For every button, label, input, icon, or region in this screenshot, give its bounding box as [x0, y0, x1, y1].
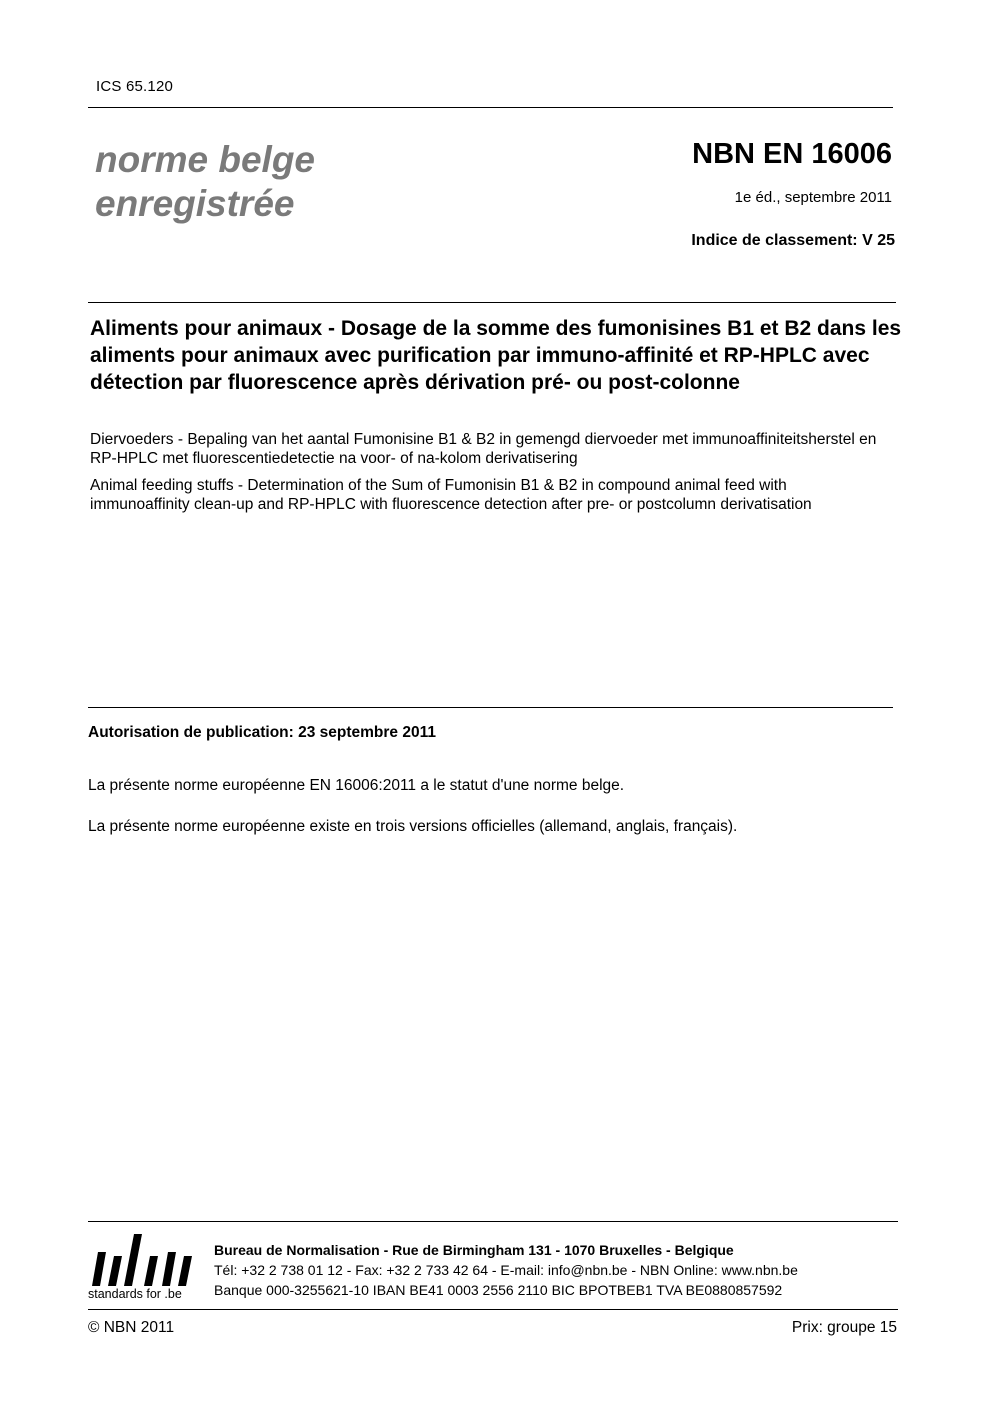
versions-statement: La présente norme européenne existe en trois versions officielles (allemand, anglais, français).	[88, 818, 738, 835]
edition-date: 1e éd., septembre 2011	[734, 189, 892, 206]
publication-authorisation: Autorisation de publication: 23 septembre 2011	[88, 724, 436, 741]
brand-line-2: enregistrée	[95, 183, 295, 224]
title-bottom-rule	[88, 707, 893, 708]
footer-bottom-rule	[88, 1309, 898, 1310]
copyright: © NBN 2011	[88, 1319, 175, 1336]
header-rule	[88, 107, 893, 108]
logo-tagline: standards for .be	[88, 1287, 182, 1301]
title-english: Animal feeding stuffs - Determination of the Sum of Fumonisin B1 & B2 in compound animal feed with immunoaffinity clean-up and RP-HPLC with fluorescence detection after pre- or postcolumn derivatisation	[90, 477, 812, 513]
ics-code: ICS 65.120	[96, 78, 174, 95]
footer-address: Bureau de Normalisation - Rue de Birmingham 131 - 1070 Bruxelles - Belgique	[214, 1242, 734, 1258]
brand-line-1: norme belge	[95, 139, 315, 180]
footer-bank: Banque 000-3255621-10 IBAN BE41 0003 2556 2110 BIC BPOTBEB1 TVA BE0880857592	[214, 1282, 783, 1298]
classification-index: Indice de classement: V 25	[691, 232, 895, 249]
brand-wordmark	[95, 138, 455, 226]
title-french: Aliments pour animaux - Dosage de la somme des fumonisines B1 et B2 dans les aliments pour animaux avec purification par immuno-affinité et RP-HPLC avec détection par fluorescence après dérivation pré- ou post-colonne	[90, 317, 902, 394]
status-statement: La présente norme européenne EN 16006:2011 a le statut d'une norme belge.	[88, 777, 625, 794]
footer-contact-block	[214, 1240, 798, 1300]
footer-contact: Tél: +32 2 738 01 12 - Fax: +32 2 733 42 64 - E-mail: info@nbn.be - NBN Online: www.nbn.be	[214, 1262, 798, 1278]
price-group: Prix: groupe 15	[791, 1319, 897, 1336]
footer-rule	[88, 1221, 898, 1222]
title-top-rule	[88, 302, 896, 303]
standard-number: NBN EN 16006	[692, 138, 892, 170]
title-dutch: Diervoeders - Bepaling van het aantal Fumonisine B1 & B2 in gemengd diervoeder met immunoaffiniteitsherstel en RP-HPLC met fluorescentiedetectie na voor- of na-kolom derivatisering	[90, 431, 877, 467]
